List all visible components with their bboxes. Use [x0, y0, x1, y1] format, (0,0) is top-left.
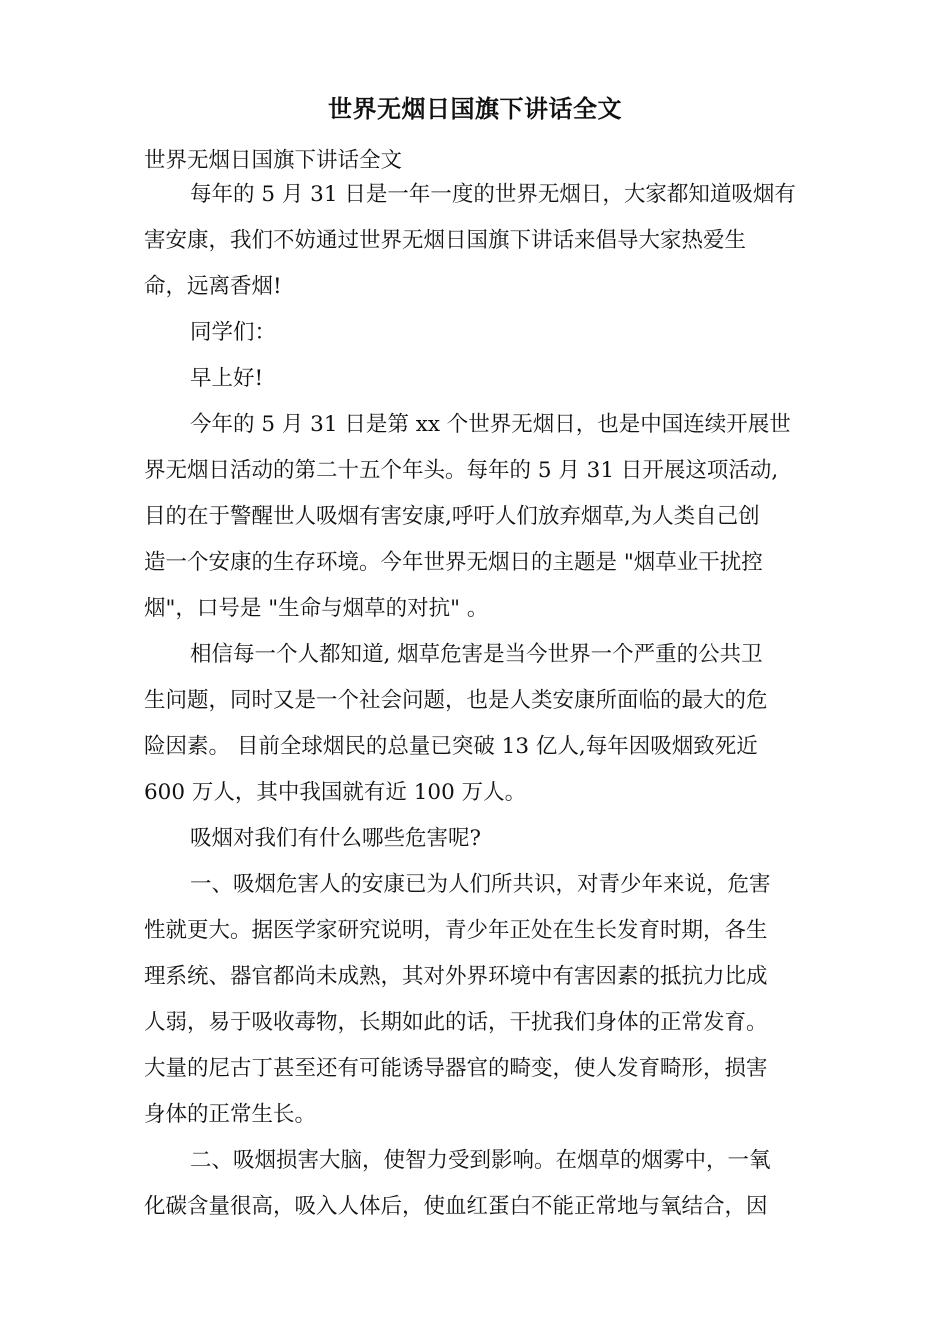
- paragraph-line: 人弱，易于吸收毒物，长期如此的话，干扰我们身体的正常发育。: [144, 1010, 768, 1035]
- subtitle-line: 世界无烟日国旗下讲话全文: [144, 148, 403, 173]
- paragraph-line: 二、吸烟损害大脑，使智力受到影响。在烟草的烟雾中，一氧: [190, 1148, 771, 1173]
- paragraph-line: 目的在于警醒世人吸烟有害安康,呼吁人们放弃烟草,为人类自己创: [144, 504, 760, 529]
- document-title: 世界无烟日国旗下讲话全文: [328, 94, 622, 123]
- paragraph-line: 大量的尼古丁甚至还有可能诱导器官的畸变，使人发育畸形，损害: [144, 1056, 768, 1081]
- paragraph-line: 界无烟日活动的第二十五个年头。每年的 5 月 31 日开展这项活动,: [144, 458, 779, 483]
- greeting-line: 早上好!: [190, 366, 264, 391]
- paragraph-line: 险因素。 目前全球烟民的总量已突破 13 亿人,每年因吸烟致死近: [144, 734, 758, 759]
- paragraph-line: 命，远离香烟!: [144, 274, 282, 299]
- salutation-line: 同学们：: [190, 320, 277, 345]
- paragraph-line: 每年的 5 月 31 日是一年一度的世界无烟日，大家都知道吸烟有: [190, 182, 796, 207]
- paragraph-line: 生问题，同时又是一个社会问题，也是人类安康所面临的最大的危: [144, 688, 768, 713]
- document-body: [144, 144, 808, 1224]
- question-line: 吸烟对我们有什么哪些危害呢?: [190, 826, 482, 851]
- paragraph-line: 造一个安康的生存环境。今年世界无烟日的主题是 "烟草业干扰控: [144, 550, 763, 575]
- paragraph-line: 性就更大。据医学家研究说明，青少年正处在生长发育时期，各生: [144, 918, 768, 943]
- paragraph-line: 身体的正常生长。: [144, 1102, 317, 1127]
- paragraph-line: 化碳含量很高，吸入人体后，使血红蛋白不能正常地与氧结合，因: [144, 1194, 768, 1219]
- paragraph-line: 一、吸烟危害人的安康已为人们所共识，对青少年来说，危害: [190, 872, 771, 897]
- paragraph-line: 600 万人，其中我国就有近 100 万人。: [144, 780, 527, 805]
- paragraph-line: 烟"，口号是 "生命与烟草的对抗" 。: [144, 596, 489, 621]
- paragraph-line: 害安康，我们不妨通过世界无烟日国旗下讲话来倡导大家热爱生: [144, 228, 747, 253]
- paragraph-line: 理系统、器官都尚未成熟，其对外界环境中有害因素的抵抗力比成: [144, 964, 768, 989]
- paragraph-line: 今年的 5 月 31 日是第 xx 个世界无烟日，也是中国连续开展世: [190, 412, 791, 437]
- paragraph-line: 相信每一个人都知道, 烟草危害是当今世界一个严重的公共卫: [190, 642, 763, 667]
